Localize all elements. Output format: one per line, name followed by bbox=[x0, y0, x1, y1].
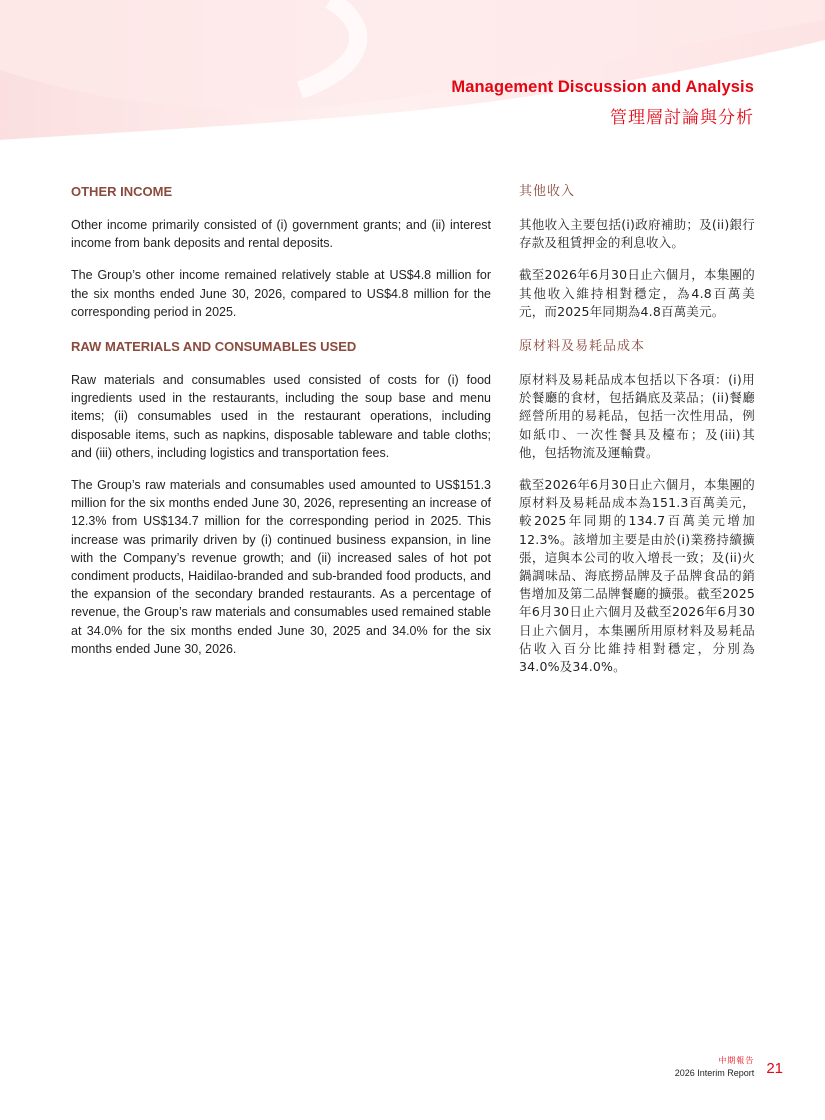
report-label-en: 2026 Interim Report bbox=[674, 1068, 755, 1078]
english-column bbox=[71, 183, 491, 658]
section-heading-raw-materials-zh: 原材料及易耗品成本 bbox=[519, 339, 646, 355]
paragraph: The Group’s other income remained relatively stable at US$4.8 million for the six months ended June 30, 2026, compared to US$4.8 million for the corresponding period in 2025. bbox=[71, 268, 491, 319]
section-heading-other-income: OTHER INCOME bbox=[71, 184, 173, 199]
paragraph-zh: 其他收入主要包括(i)政府補助；及(ii)銀行存款及租賃押金的利息收入。 bbox=[519, 217, 755, 251]
paragraph-zh: 截至2026年6月30日止六個月，本集團的原材料及易耗品成本為151.3百萬美元，較2025年同期的134.7百萬美元增加12.3%。該增加主要是由於(i)業務持續擴張，這與本公司的收入增長一致；及(ii)火鍋調味品、海底撈品牌及子品牌食品的銷售增加及第二品牌餐廳的擴張。截至2025年6月30日止六個月及截至2026年6月30日止六個月，本集團所用原材料及易耗品佔收入百分比維持相對穩定，分別為34.0%及34.0%。 bbox=[519, 477, 755, 675]
page-number: 21 bbox=[766, 1060, 783, 1077]
paragraph: Raw materials and consumables used consisted of costs for (i) food ingredients used in the restaurants, including the soup base and menu items; (ii) consumables used in the restaurant operations, including disposable items, such as napkins, disposable tableware and table cloths; and (iii) others, including logistics and transportation fees. bbox=[71, 373, 491, 460]
header-title-en: Management Discussion and Analysis bbox=[451, 78, 754, 96]
report-label-zh: 中期報告 bbox=[718, 1056, 755, 1065]
report-label bbox=[675, 1055, 755, 1078]
chinese-column bbox=[519, 183, 755, 676]
page-header bbox=[451, 78, 754, 128]
paragraph-zh: 原材料及易耗品成本包括以下各項：(i)用於餐廳的食材，包括鍋底及菜品；(ii)餐廳經營所用的易耗品，包括一次性用品，例如紙巾、一次性餐具及檯布；及(iii)其他，包括物流及運輸費。 bbox=[519, 372, 755, 460]
paragraph: The Group’s raw materials and consumables used amounted to US$151.3 million for the six months ended June 30, 2026, representing an increase of 12.3% from US$134.7 million for the corresponding period in 2025. This increase was primarily driven by (i) continued business expansion, in line with the Company’s revenue growth; and (ii) increased sales of hot pot condiment products, Haidilao-branded and sub-branded food products, and the expansion of the secondary branded restaurants. As a percentage of revenue, the Group’s raw materials and consumables used remained stable at 34.0% for the six months ended June 30, 2025 and 34.0% for the six months ended June 30, 2026. bbox=[71, 478, 491, 656]
page-footer bbox=[675, 1055, 783, 1078]
paragraph: Other income primarily consisted of (i) government grants; and (ii) interest income from bank deposits and rental deposits. bbox=[71, 218, 491, 251]
section-heading-other-income-zh: 其他收入 bbox=[519, 184, 576, 199]
paragraph-zh: 截至2026年6月30日止六個月，本集團的其他收入維持相對穩定，為4.8百萬美元，而2025年同期為4.8百萬美元。 bbox=[519, 267, 755, 319]
section-heading-raw-materials: RAW MATERIALS AND CONSUMABLES USED bbox=[71, 339, 357, 355]
header-title-zh: 管理層討論與分析 bbox=[610, 108, 754, 128]
